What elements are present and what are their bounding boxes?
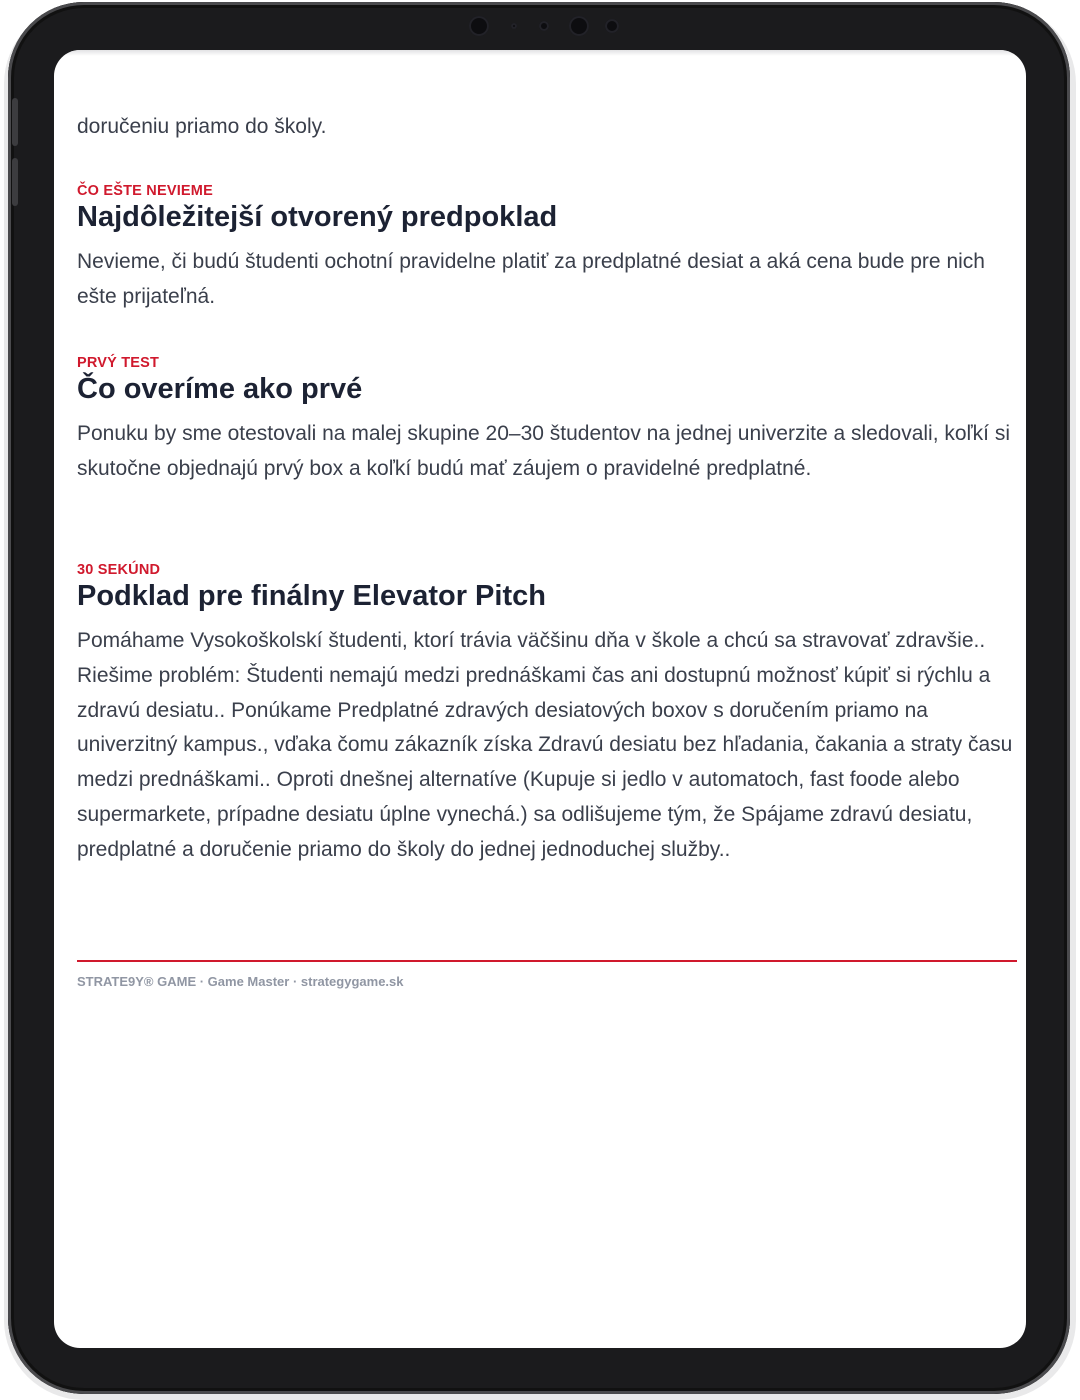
section-kicker: ČO EŠTE NEVIEME: [77, 183, 213, 199]
section-kicker: PRVÝ TEST: [77, 355, 160, 371]
section-kicker: 30 SEKÚND: [77, 562, 161, 578]
section-body: Nevieme, či budú študenti ochotní pravidelne platiť za predplatné desiat a aká cena bude pre nich ešte prijateľná.: [77, 250, 985, 308]
intro-paragraph: doručeniu priamo do školy.: [77, 115, 327, 138]
screen-edge: [54, 50, 1026, 56]
section-first-test: [77, 355, 1017, 487]
section-title: Najdôležitejší otvorený predpoklad: [77, 201, 558, 233]
footer-text: STRATE9Y® GAME · Game Master · strategygame.sk: [77, 974, 404, 989]
section-title: Čo overíme ako prvé: [77, 373, 363, 405]
camera-icon: [569, 16, 589, 36]
section-body: Pomáhame Vysokoškolskí študenti, ktorí trávia väčšinu dňa v škole a chcú sa stravovať zdravšie.. Riešime problém: Študenti nemajú medzi prednáškami čas ani dostupnú možnosť kúpiť si rýchlu a zdravú desiatu.. Ponúkame Predplatné zdravých desiatových boxov s doručením priamo na univerzitný kampus., vďaka čomu zákazník získa Zdravú desiatu bez hľadania, čakania a straty času medzi prednáškami.. Oproti dnešnej alternatíve (Kupuje si jedlo v automatoch, fast foode alebo supermarkete, prípadne desiatu úplne vynechá.) sa odlišujeme tým, že Spájame zdravú desiatu, predplatné a doručenie priamo do školy do jednej jednoduchej služby..: [77, 629, 1013, 861]
section-body: Ponuku by sme otestovali na malej skupine 20–30 študentov na jednej univerzite a sledovali, koľkí si skutočne objednajú prvý box a koľkí budú mať záujem o pravidelné predplatné.: [77, 422, 1011, 480]
section-unknown-assumption: [77, 183, 1017, 315]
section-elevator-pitch: [77, 562, 1017, 868]
camera-lens-icon: [539, 21, 549, 31]
sensor-icon: [469, 16, 489, 36]
camera-bar: [463, 12, 633, 42]
footer-divider: [77, 960, 1017, 962]
tablet-screen: [54, 50, 1026, 1348]
section-title: Podklad pre finálny Elevator Pitch: [77, 580, 546, 612]
flash-icon: [605, 19, 619, 33]
volume-down-button: [12, 158, 18, 206]
volume-up-button: [12, 98, 18, 146]
sensor-dot-icon: [511, 23, 517, 29]
